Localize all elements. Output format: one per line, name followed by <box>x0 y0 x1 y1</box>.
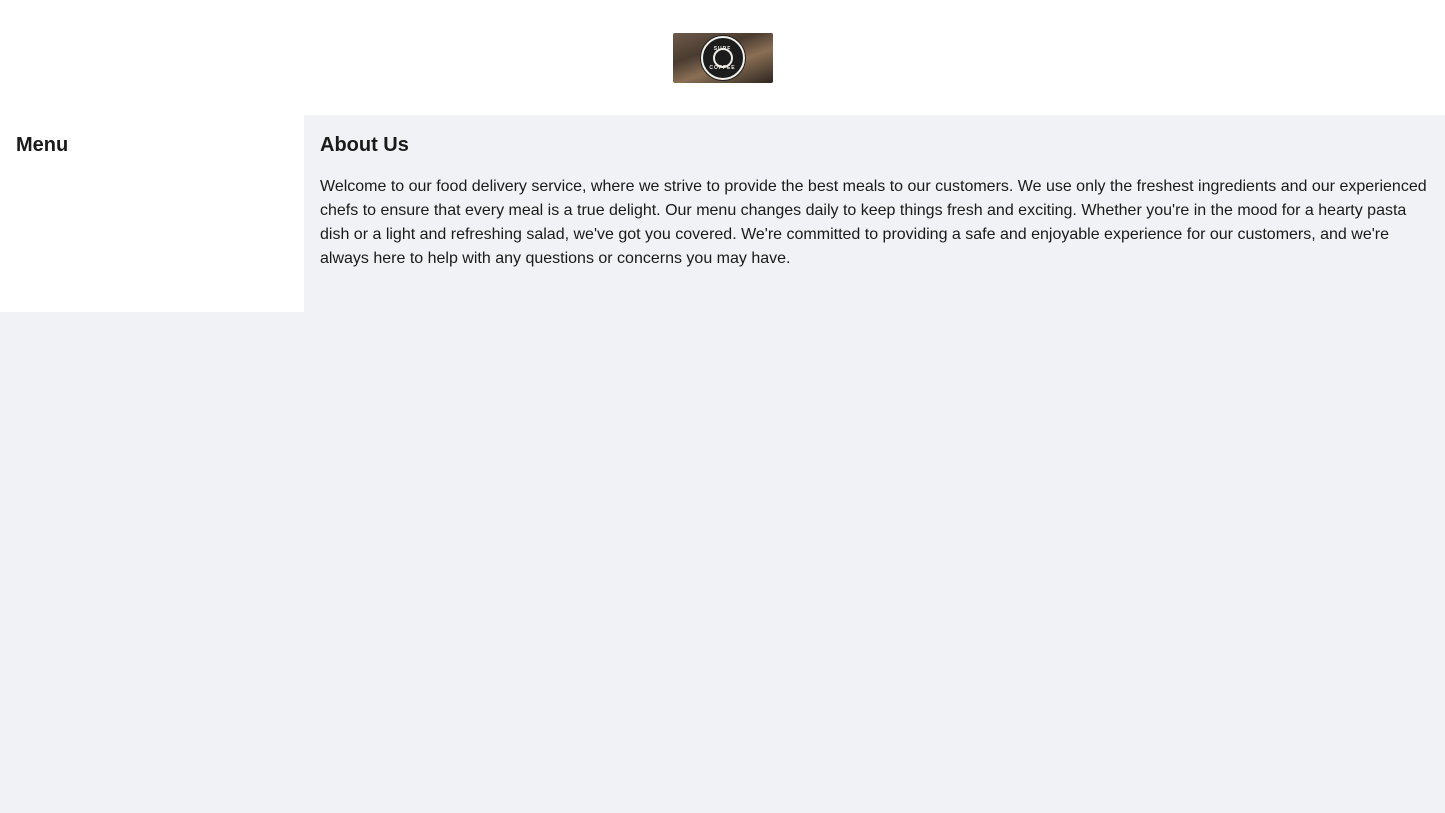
logo-text-top: SURF <box>713 45 732 52</box>
page-body <box>0 115 1445 312</box>
main-content <box>304 115 1445 312</box>
about-us-paragraph: Welcome to our food delivery service, where we strive to provide the best meals to our customers. We use only the freshest ingredients and our experienced chefs to ensure that every meal is a true delight. Our menu changes daily to keep things fresh and exciting. Whether you're in the mood for a hearty pasta dish or a light and refreshing salad, we've got you covered. We're committed to providing a safe and enjoyable experience for our customers, and we're always here to help with any questions or concerns you may have. <box>320 178 1427 267</box>
sidebar-title: Menu <box>16 134 69 156</box>
logo-text-bottom: COFFEE <box>709 64 736 71</box>
site-logo[interactable] <box>673 33 773 83</box>
coffee-badge-icon <box>701 36 745 80</box>
sidebar-menu-panel <box>0 115 304 312</box>
site-header <box>0 0 1445 115</box>
about-us-title: About Us <box>320 134 409 156</box>
